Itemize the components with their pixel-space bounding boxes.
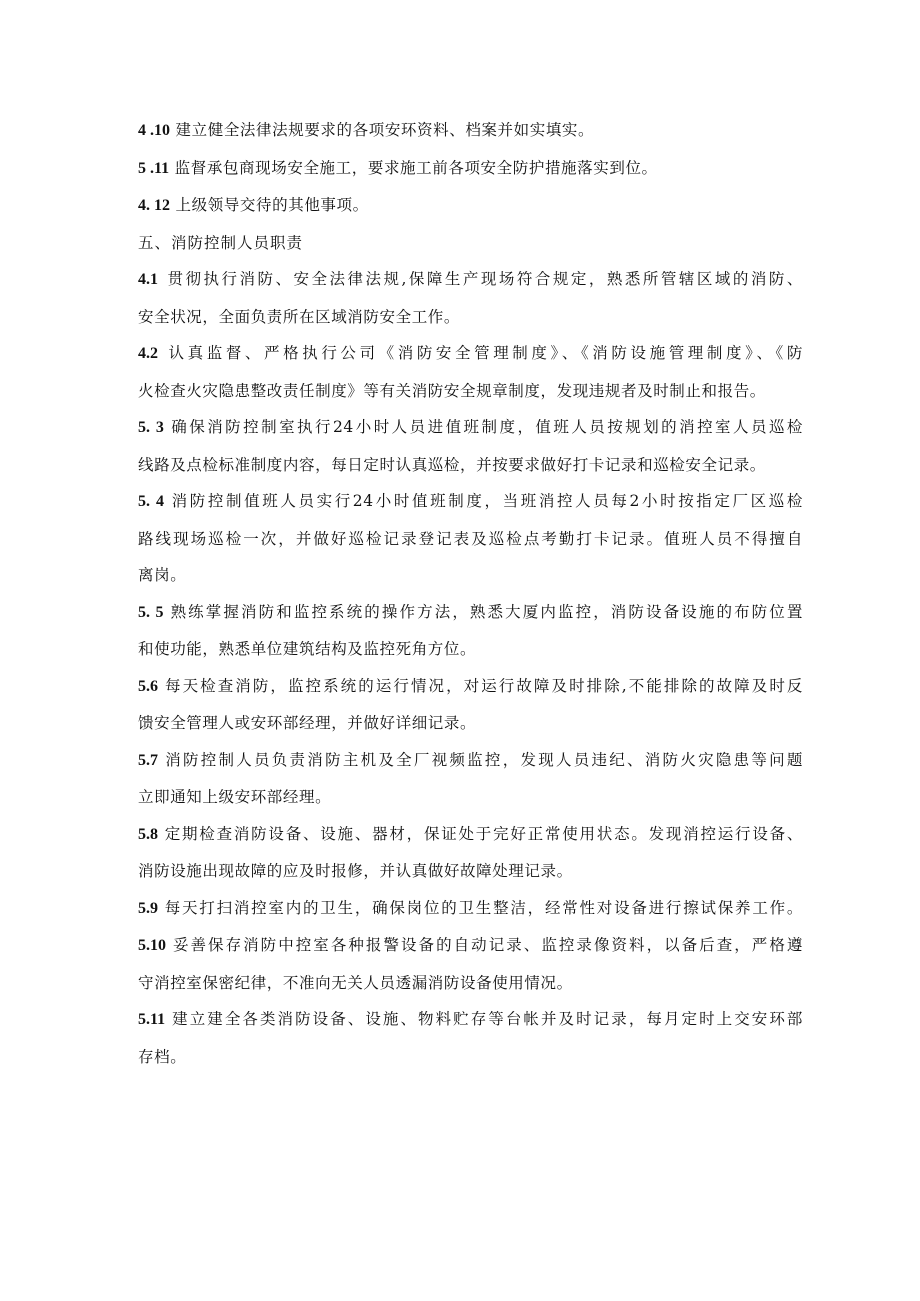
item-text: 确保消防控制室执行24小时人员进值班制度，值班人员按规划的消控室人员巡检 xyxy=(171,418,804,436)
list-item xyxy=(138,890,803,928)
item-number: 5.11 xyxy=(138,1011,166,1028)
item-number: 5. 5 xyxy=(138,603,164,621)
item-text: 上级领导交待的其他事项。 xyxy=(175,196,369,214)
item-text: 熟练掌握消防和监控系统的操作方法，熟悉大厦内监控，消防设备设施的布防位置 xyxy=(170,602,804,621)
list-item xyxy=(138,594,803,632)
list-item xyxy=(138,483,803,521)
list-item xyxy=(138,187,803,225)
item-text-continuation: 守消控室保密纪律，不准向无关人员透漏消防设备使用情况。 xyxy=(138,973,573,992)
item-text-continuation: 线路及点检标准制度内容，每日定时认真巡检，并按要求做好打卡记录和巡检安全记录。 xyxy=(138,455,766,474)
item-number: 5.10 xyxy=(138,937,166,954)
item-text: 消防控制人员负责消防主机及全厂视频监控，发现人员违纪、消防火灾隐患等问题 xyxy=(165,750,804,769)
item-text: 定期检查消防设备、设施、器材，保证处于完好正常使用状态。发现消控运行设备、 xyxy=(164,824,804,843)
list-item xyxy=(138,150,803,188)
item-number: 5.9 xyxy=(138,899,158,917)
item-number: 4.2 xyxy=(138,345,158,362)
list-item xyxy=(138,1001,803,1039)
item-number: 5 .11 xyxy=(138,159,170,177)
item-number: 4. 12 xyxy=(138,197,170,214)
item-text-continuation: 立即通知上级安环部经理。 xyxy=(138,788,332,806)
section-heading: 五、消防控制人员职责 xyxy=(138,233,304,252)
item-number: 5.7 xyxy=(138,751,158,769)
item-text: 监督承包商现场安全施工，要求施工前各项安全防护措施落实到位。 xyxy=(174,158,658,177)
item-text-continuation: 消防设施出现故障的应及时报修，并认真做好故障处理记录。 xyxy=(138,862,573,880)
item-text-continuation: 火检查火灾隐患整改责任制度》等有关消防安全规章制度，发现违规者及时制止和报告。 xyxy=(138,381,766,400)
item-number: 4.1 xyxy=(138,271,158,288)
list-item xyxy=(138,261,803,299)
item-text: 贯彻执行消防、安全法律法规,保障生产现场符合规定，熟悉所管辖区域的消防、 xyxy=(167,270,804,288)
item-text: 妥善保存消防中控室各种报警设备的自动记录、监控录像资料，以备后查，严格遵 xyxy=(172,936,803,954)
list-item xyxy=(138,112,803,150)
item-text-continuation: 路线现场巡检一次，并做好巡检记录登记表及巡检点考勤打卡记录。值班人员不得擅自 xyxy=(138,529,803,548)
item-number: 5. 3 xyxy=(138,419,164,436)
list-item xyxy=(138,927,803,965)
item-text-continuation: 安全状况，全面负责所在区域消防安全工作。 xyxy=(138,307,461,326)
list-item xyxy=(138,742,803,780)
item-text: 消防控制值班人员实行24小时值班制度，当班消控人员每2小时按指定厂区巡检 xyxy=(171,492,804,510)
item-number: 5. 4 xyxy=(138,493,165,510)
item-text-continuation: 馈安全管理人或安环部经理，并做好详细记录。 xyxy=(138,714,477,732)
item-text-continuation: 存档。 xyxy=(138,1047,187,1066)
item-number: 5.8 xyxy=(138,825,158,843)
list-item xyxy=(138,409,803,447)
item-text-continuation: 离岗。 xyxy=(138,566,187,584)
list-item xyxy=(138,668,803,706)
list-item xyxy=(138,335,803,373)
item-number: 4 .10 xyxy=(138,122,170,139)
item-text: 建立健全法律法规要求的各项安环资料、档案并如实填实。 xyxy=(175,121,595,139)
item-text: 每天检查消防，监控系统的运行情况，对运行故障及时排除,不能排除的故障及时反 xyxy=(165,676,803,695)
item-text-continuation: 和使功能，熟悉单位建筑结构及监控死角方位。 xyxy=(138,640,477,658)
item-number: 5.6 xyxy=(138,677,158,695)
list-item xyxy=(138,816,803,854)
item-text: 建立建全各类消防设备、设施、物料贮存等台帐并及时记录，每月定时上交安环部 xyxy=(172,1010,803,1028)
item-text: 认真监督、严格执行公司《消防安全管理制度》、《消防设施管理制度》、《防 xyxy=(168,344,803,362)
document-page xyxy=(138,112,803,1075)
item-text: 每天打扫消控室内的卫生，确保岗位的卫生整洁，经常性对设备进行擦试保养工作。 xyxy=(164,898,804,917)
